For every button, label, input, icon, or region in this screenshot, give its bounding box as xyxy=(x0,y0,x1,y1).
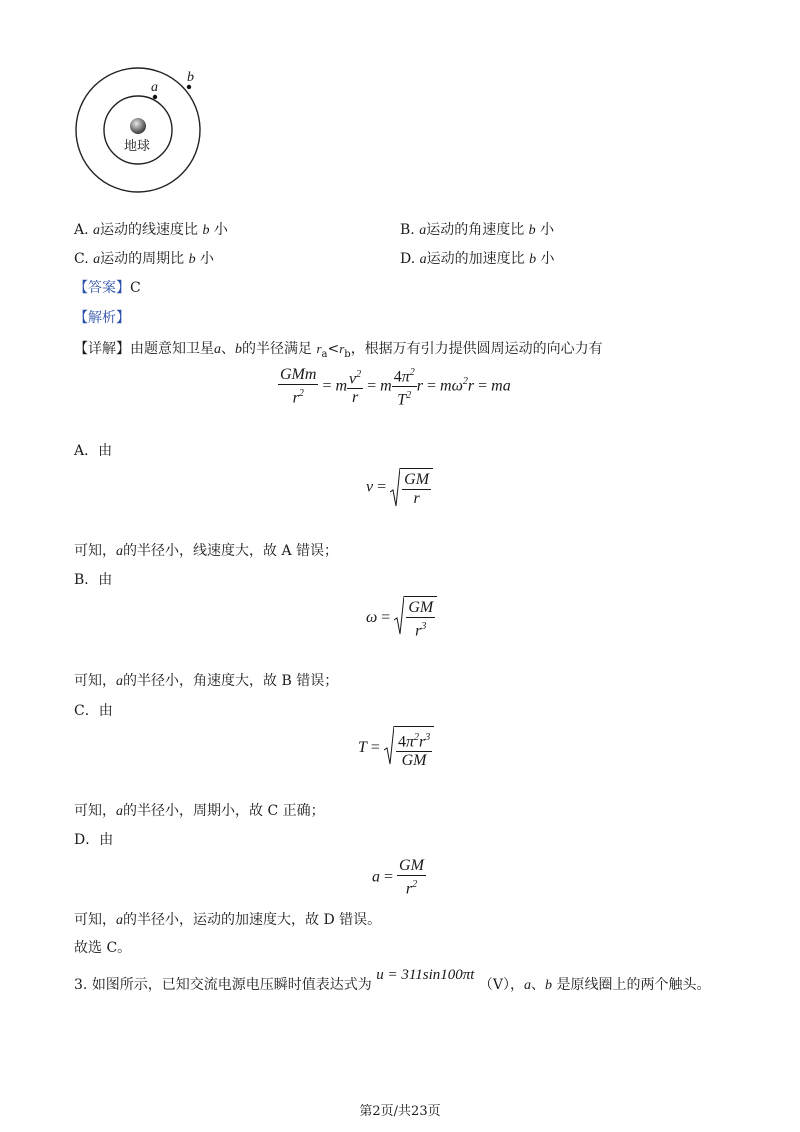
section-a-conclusion: 可知，a的半径小，线速度大，故 A 错误； xyxy=(74,543,339,559)
voltage-formula: u = 311sin100πt xyxy=(376,967,475,983)
final-choice: 故选 C。 xyxy=(74,940,132,956)
section-c-head: C．由 xyxy=(74,703,113,719)
section-b-head: B．由 xyxy=(74,572,113,588)
option-b: B. a运动的角速度比 b 小 xyxy=(400,222,555,238)
analysis-label: 【解析】 xyxy=(74,310,130,326)
main-equation: $\frac{\text{GMm}}{r^2}$ = m $\frac{v^2}{r}$ = m $\frac{4\pi^2}{T^2}$ $r = m\omega^2r$ = ma xyxy=(278,364,511,410)
earth-icon xyxy=(130,118,146,134)
point-a-label: a xyxy=(151,80,158,95)
detail-line: 【详解】由题意知卫星a、b的半径满足 $r_a<r_b$，根据万有引力提供圆周运动的向心力有 xyxy=(74,341,603,360)
earth-label: 地球 xyxy=(124,139,151,154)
section-a-head: A．由 xyxy=(74,443,113,459)
option-a: A. a运动的线速度比 b 小 xyxy=(74,222,228,238)
formula-t: T = $\frac{4\pi^2r^3}{GM}$ xyxy=(358,726,434,770)
option-d: D. a运动的加速度比 b 小 xyxy=(400,251,555,267)
section-c-conclusion: 可知，a的半径小，周期小，故 C 正确； xyxy=(74,803,325,819)
point-b-label: b xyxy=(187,70,194,85)
section-b-conclusion: 可知，a的半径小，角速度大，故 B 错误； xyxy=(74,673,339,689)
formula-omega: ω = $\frac{GM}{r^3}$ xyxy=(366,596,437,640)
section-d-head: D．由 xyxy=(74,832,114,848)
question-3: 3. 如图所示，已知交流电源电压瞬时值表达式为 u = 311sin100πt （V），a、b 是原线圈上的两个触头。 xyxy=(74,967,711,993)
formula-v: v = $\frac{GM}{r}$ xyxy=(366,468,433,508)
section-d-conclusion: 可知，a的半径小，运动的加速度大，故 D 错误。 xyxy=(74,912,382,928)
option-c: C. a运动的周期比 b 小 xyxy=(74,251,215,267)
answer-line: 【答案】C xyxy=(74,280,141,296)
page-footer: 第2页/共23页 xyxy=(359,1104,441,1119)
formula-a: a = $\frac{GM}{r^2}$ xyxy=(372,857,424,898)
